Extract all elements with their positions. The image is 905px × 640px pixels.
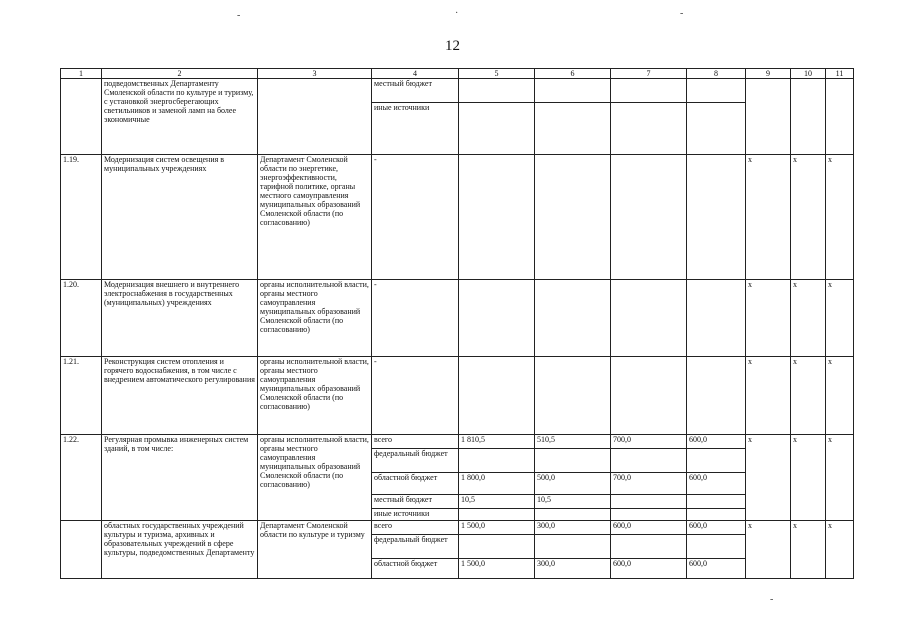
amount-year: 600,0 — [611, 559, 687, 579]
indicator-mark: х — [746, 280, 791, 357]
indicator-mark: х — [746, 357, 791, 435]
table-row — [61, 280, 854, 357]
measure-name: Модернизация систем освещения в муниципальных учреждениях — [102, 155, 258, 280]
amount-year — [535, 357, 611, 435]
amount-total — [459, 535, 535, 559]
column-number: 6 — [535, 69, 611, 79]
funding-source: всего — [372, 521, 459, 535]
executor: Департамент Смоленской области по культуре и туризму — [258, 521, 372, 579]
amount-total: 1 500,0 — [459, 521, 535, 535]
column-number: 4 — [372, 69, 459, 79]
amount-year: 300,0 — [535, 559, 611, 579]
funding-source: иные источники — [372, 509, 459, 521]
column-number: 8 — [687, 69, 746, 79]
amount-year: 600,0 — [687, 435, 746, 449]
column-number: 1 — [61, 69, 102, 79]
indicator-mark: х — [791, 155, 826, 280]
executor: органы исполнительной власти, органы местного самоуправления муниципальных образований Смоленской области (по согласованию) — [258, 280, 372, 357]
executor: Департамент Смоленской области по энергетике, энергоэффективности, тарифной политике, органы местного самоуправления муниципальных образований Смоленской области (по согласованию) — [258, 155, 372, 280]
column-number: 3 — [258, 69, 372, 79]
funding-source: иные источники — [372, 103, 459, 155]
funding-source: федеральный бюджет — [372, 449, 459, 473]
amount-year — [687, 509, 746, 521]
column-number: 7 — [611, 69, 687, 79]
amount-year — [611, 79, 687, 103]
amount-year — [535, 535, 611, 559]
scan-mark: · — [455, 8, 459, 19]
funding-source: местный бюджет — [372, 79, 459, 103]
amount-total: 1 800,0 — [459, 473, 535, 495]
indicator-mark: х — [826, 521, 854, 579]
amount-total: 10,5 — [459, 495, 535, 509]
scan-mark: - — [770, 594, 774, 605]
column-number-row — [61, 69, 854, 79]
row-number: 1.21. — [61, 357, 102, 435]
amount-year — [611, 280, 687, 357]
amount-year: 600,0 — [687, 559, 746, 579]
column-number: 5 — [459, 69, 535, 79]
executor — [258, 79, 372, 155]
funding-source: - — [372, 280, 459, 357]
row-number: 1.20. — [61, 280, 102, 357]
funding-source: всего — [372, 435, 459, 449]
amount-year: 700,0 — [611, 473, 687, 495]
column-number: 9 — [746, 69, 791, 79]
table-row — [61, 79, 854, 103]
funding-source: - — [372, 155, 459, 280]
executor: органы исполнительной власти, органы местного самоуправления муниципальных образований Смоленской области (по согласованию) — [258, 357, 372, 435]
amount-year — [535, 155, 611, 280]
row-number: 1.19. — [61, 155, 102, 280]
amount-year — [687, 103, 746, 155]
indicator-mark: х — [826, 357, 854, 435]
amount-year: 700,0 — [611, 435, 687, 449]
amount-year — [611, 449, 687, 473]
executor: органы исполнительной власти, органы местного самоуправления муниципальных образований Смоленской области (по согласованию) — [258, 435, 372, 521]
amount-year — [687, 280, 746, 357]
amount-year — [687, 495, 746, 509]
funding-source: областной бюджет — [372, 473, 459, 495]
amount-year — [611, 509, 687, 521]
amount-year — [687, 155, 746, 280]
indicator-mark: х — [791, 357, 826, 435]
indicator-mark: х — [746, 155, 791, 280]
amount-total — [459, 357, 535, 435]
amount-total — [459, 509, 535, 521]
amount-year — [611, 103, 687, 155]
indicator-mark: х — [746, 521, 791, 579]
row-number — [61, 79, 102, 155]
amount-year — [687, 535, 746, 559]
table-row — [61, 521, 854, 535]
amount-year — [611, 357, 687, 435]
amount-year: 10,5 — [535, 495, 611, 509]
amount-year: 500,0 — [535, 473, 611, 495]
measure-name: Реконструкция систем отопления и горячего водоснабжения, в том числе с внедрением автоматического регулирования — [102, 357, 258, 435]
amount-year — [535, 280, 611, 357]
amount-year — [687, 449, 746, 473]
table-row — [61, 435, 854, 449]
amount-year — [611, 535, 687, 559]
amount-year — [687, 79, 746, 103]
indicator-mark: х — [791, 521, 826, 579]
funding-source: областной бюджет — [372, 559, 459, 579]
amount-year: 600,0 — [611, 521, 687, 535]
amount-year — [611, 495, 687, 509]
column-number: 11 — [826, 69, 854, 79]
table-row — [61, 155, 854, 280]
row-number — [61, 521, 102, 579]
amount-year: 300,0 — [535, 521, 611, 535]
table-row — [61, 357, 854, 435]
funding-source: федеральный бюджет — [372, 535, 459, 559]
amount-year — [687, 357, 746, 435]
measure-name: подведомственных Департаменту Смоленской области по культуре и туризму, с установкой энергосберегающих светильников и заменой ламп на более экономичные — [102, 79, 258, 155]
measure-name: областных государственных учреждений культуры и туризма, архивных и образовательных учреждений в сфере культуры, подведомственных Департаменту — [102, 521, 258, 579]
program-table — [60, 68, 854, 579]
indicator-mark: х — [791, 280, 826, 357]
amount-year — [535, 509, 611, 521]
column-number: 10 — [791, 69, 826, 79]
amount-total: 1 810,5 — [459, 435, 535, 449]
amount-year — [535, 449, 611, 473]
amount-total — [459, 103, 535, 155]
indicator-mark: х — [826, 435, 854, 521]
scan-mark: - — [680, 8, 684, 19]
amount-year: 600,0 — [687, 473, 746, 495]
indicator-mark: х — [826, 155, 854, 280]
amount-year — [611, 155, 687, 280]
amount-year: 510,5 — [535, 435, 611, 449]
page-number: 12 — [445, 38, 460, 54]
funding-source: местный бюджет — [372, 495, 459, 509]
indicator-mark — [791, 79, 826, 155]
indicator-mark — [746, 79, 791, 155]
amount-total: 1 500,0 — [459, 559, 535, 579]
indicator-mark: х — [826, 280, 854, 357]
funding-source: - — [372, 357, 459, 435]
amount-total — [459, 280, 535, 357]
amount-year — [535, 103, 611, 155]
row-number: 1.22. — [61, 435, 102, 521]
amount-total — [459, 79, 535, 103]
scan-mark: - — [237, 10, 241, 21]
indicator-mark: х — [746, 435, 791, 521]
measure-name: Регулярная промывка инженерных систем зданий, в том числе: — [102, 435, 258, 521]
indicator-mark — [826, 79, 854, 155]
amount-year — [535, 79, 611, 103]
amount-year: 600,0 — [687, 521, 746, 535]
amount-total — [459, 449, 535, 473]
measure-name: Модернизация внешнего и внутреннего электроснабжения в государственных (муниципальных) учреждениях — [102, 280, 258, 357]
amount-total — [459, 155, 535, 280]
indicator-mark: х — [791, 435, 826, 521]
column-number: 2 — [102, 69, 258, 79]
